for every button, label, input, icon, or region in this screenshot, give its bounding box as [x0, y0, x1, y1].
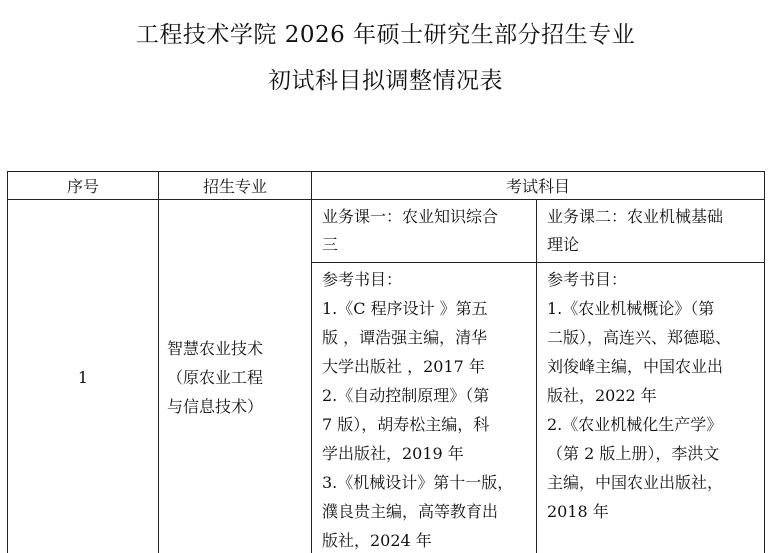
reference-line: 主编，中国农业出版社， [547, 473, 724, 492]
row-no: 1 [8, 200, 159, 553]
reference-line: 3.《机械设计》第十一版， [322, 473, 514, 492]
reference-line: 版社，2022 年 [547, 386, 657, 405]
reference-line: 学出版社，2019 年 [322, 444, 464, 463]
table-header-row [8, 172, 765, 200]
course-one-line: 三 [322, 235, 339, 254]
reference-line: 7 版），胡寿松主编，科 [322, 415, 490, 434]
references-course-one [312, 263, 537, 553]
major-line: （原农业工程 [167, 368, 264, 387]
header-major: 招生专业 [159, 172, 312, 200]
major-line: 智慧农业技术 [167, 339, 264, 358]
reference-line: 二版），高连兴、郑德聪、 [547, 328, 732, 347]
reference-line: 刘俊峰主编，中国农业出 [547, 357, 724, 376]
document-title-line-2: 初试科目拟调整情况表 [268, 68, 503, 94]
reference-line: 濮良贵主编，高等教育出 [322, 502, 499, 521]
reference-line: 版 ，谭浩强主编，清华 [322, 328, 488, 347]
course-one [312, 200, 537, 263]
course-one-line: 业务课一：农业知识综合 [322, 207, 499, 226]
subjects-table [7, 171, 765, 553]
reference-line: 版社，2024 年 [322, 531, 432, 550]
reference-line: 参考书目： [547, 270, 628, 289]
major-line: 与信息技术） [167, 397, 264, 416]
course-two-line: 理论 [547, 235, 580, 254]
course-two-line: 业务课二：农业机械基础 [547, 207, 724, 226]
header-no: 序号 [8, 172, 159, 200]
header-subjects: 考试科目 [312, 172, 765, 200]
reference-line: 2.《农业机械化生产学》 [547, 415, 723, 434]
reference-line: 参考书目： [322, 270, 403, 289]
table-row [8, 200, 765, 263]
reference-line: 1.《C 程序设计 》第五 [322, 299, 488, 318]
reference-line: 2.《自动控制原理》（第 [322, 386, 490, 405]
reference-line: 2018 年 [547, 502, 609, 521]
course-two [537, 200, 765, 263]
row-major [159, 200, 312, 553]
reference-line: 大学出版社 ，2017 年 [322, 357, 485, 376]
reference-line: 1.《农业机械概论》（第 [547, 299, 715, 318]
references-course-two [537, 263, 765, 553]
reference-line: （第 2 版上册），李洪文 [547, 444, 720, 463]
document-title-line-1: 工程技术学院 2026 年硕士研究生部分招生专业 [135, 22, 636, 48]
